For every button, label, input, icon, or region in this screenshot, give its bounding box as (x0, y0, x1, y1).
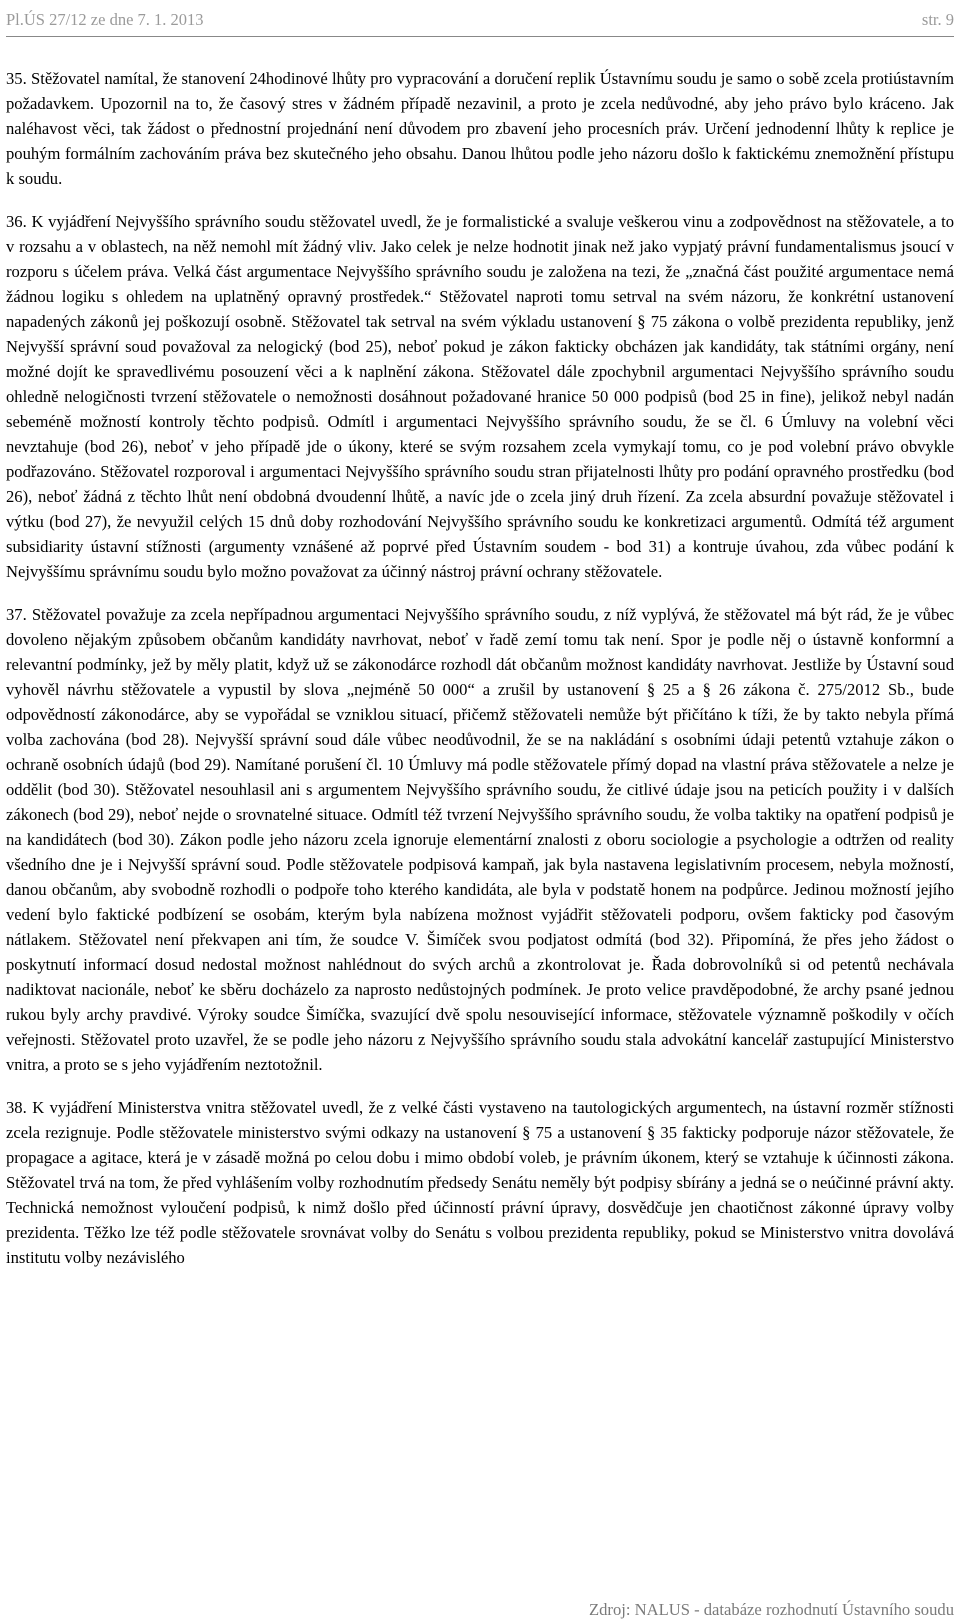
page-header (6, 6, 954, 37)
paragraph-36: 36. K vyjádření Nejvyššího správního soudu stěžovatel uvedl, že je formalistické a svaluje veškerou vinu a zodpovědnost na stěžovatele, a to v rozsahu a v oblastech, na něž nemohl mít žádný vliv. Jako celek je nelze hodnotit jinak než jako vypjatý právní fundamentalismus jsoucí v rozporu s účelem práva. Velká část argumentace Nejvyššího správního soudu je založena na tezi, že „značná část použité argumentace nemá žádnou logiku s ohledem na uplatněný opravný prostředek.“ Stěžovatel naproti tomu setrval na svém názoru, že konkrétní ustanovení napadených zákonů jej poškozují osobně. Stěžovatel tak setrval na svém výkladu ustanovení § 75 zákona o volbě prezidenta republiky, jenž Nejvyšší správní soud považoval za nelogický (bod 25), neboť pokud je zákon fakticky obcházen jak kandidáty, tak státními orgány, není možné dojít ke spravedlivému posouzení věci a k naplnění zákona. Stěžovatel dále zpochybnil argumentaci Nejvyššího správního soudu ohledně nelogičnosti tvrzení stěžovatele o nemožnosti dosáhnout požadované hranice 50 000 podpisů (bod 25 in fine), jelikož nebyl nadán sebeméně možností kontroly těchto podpisů. Odmítl i argumentaci Nejvyššího správního soudu, že se čl. 6 Úmluvy na volební věci nevztahuje (bod 26), neboť v jeho případě jde o úkony, které se svým rozsahem zcela vymykají tomu, co je pod volební právo obvykle podřazováno. Stěžovatel rozporoval i argumentaci Nejvyššího správního soudu stran přijatelnosti lhůty pro podání opravného prostředku (bod 26), neboť žádná z těchto lhůt není obdobná dvoudenní lhůtě, a navíc jde o zcela jiný druh řízení. Za zcela absurdní považuje stěžovatel i výtku (bod 27), že nevyužil celých 15 dnů doby rozhodování Nejvyššího správního soudu ke konkretizaci argumentů. Odmítá též argument subsidiarity ústavní stížnosti (argumenty vznášené až poprvé před Ústavním soudem - bod 31) a kontruje úvahou, zda vůbec podání k Nejvyššímu správnímu soudu bylo možno považovat za účinný nástroj právní ochrany stěžovatele. (6, 212, 954, 581)
paragraph-35: 35. Stěžovatel namítal, že stanovení 24hodinové lhůty pro vypracování a doručení replik Ústavnímu soudu je samo o sobě zcela protiústavním požadavkem. Upozornil na to, že časový stres v žádném případě nezavinil, a proto je zcela nedůvodné, aby jeho právo bylo kráceno. Jak naléhavost věci, tak žádost o přednostní projednání není důvodem pro zbavení jeho procesních práv. Určení jednodenní lhůty k replice je pouhým formálním zachováním práva bez skutečného jeho obsahu. Danou lhůtou podle jeho názoru došlo k faktickému znemožnění přístupu k soudu. (6, 69, 954, 188)
document-body (6, 66, 954, 1288)
document-reference: Pl.ÚS 27/12 ze dne 7. 1. 2013 (6, 10, 204, 29)
page-number: str. 9 (921, 10, 954, 29)
paragraph-38: 38. K vyjádření Ministerstva vnitra stěžovatel uvedl, že z velké části vystaveno na tautologických argumentech, na ústavní rozměr stížnosti zcela rezignuje. Podle stěžovatele ministerstvo svými odkazy na ustanovení § 75 a ustanovení § 35 fakticky podporuje názor stěžovatele, že propagace a agitace, která je v zásadě možná po celou dobu i mimo období voleb, je právním úkonem, který se vztahuje k účinnosti zákona. Stěžovatel trvá na tom, že před vyhlášením volby rozhodnutím předsedy Senátu neměly být podpisy sbírány a jedná se o neúčinné právní akty. Technická nemožnost vyloučení podpisů, k nimž došlo před účinností právní úpravy, dosvědčuje jen chaotičnost zákonné úpravy volby prezidenta. Těžko lze též podle stěžovatele srovnávat volby do Senátu s volbou prezidenta republiky, pokud se Ministerstvo vnitra dovolává institutu volby nezávislého (6, 1098, 954, 1267)
paragraph-37: 37. Stěžovatel považuje za zcela nepřípadnou argumentaci Nejvyššího správního soudu, z níž vyplývá, že stěžovatel má být rád, že je vůbec dovoleno nějakým způsobem občanům kandidáty navrhovat, neboť v řadě zemí tomu tak není. Spor je podle něj o ústavně konformní a relevantní podmínky, jež by měly platit, když už se zákonodárce rozhodl dát občanům možnost kandidáty navrhovat. Jestliže by Ústavní soud vyhověl návrhu stěžovatele a vypustil by slova „nejméně 50 000“ a zrušil by ustanovení § 25 a § 26 zákona č. 275/2012 Sb., bude odpovědností zákonodárce, aby se vypořádal se vzniklou situací, přičemž stěžovateli nemůže být přičítáno k tíži, že by takto nebyla přímá volba zachována (bod 28). Nejvyšší správní soud dále vůbec neodůvodnil, že se na nakládání s osobními údaji petentů vztahuje zákon o ochraně osobních údajů (bod 29). Namítané porušení čl. 10 Úmluvy má podle stěžovatele přímý dopad na vlastní práva stěžovatele a nelze je oddělit (bod 30). Stěžovatel nesouhlasil ani s argumentem Nejvyššího správního soudu, že citlivé údaje jsou na peticích použity i v dalších zákonech (bod 29), neboť nejde o srovnatelné situace. Odmítl též tvrzení Nejvyššího správního soudu, že volba taktiky na opatření podpisů je na kandidátech (bod 30). Zákon podle jeho názoru zcela ignoruje elementární znalosti z oboru sociologie a psychologie a odtržen od reality všedního dne je i Nejvyšší správní soud. Podle stěžovatele podpisová kampaň, jak byla nastavena legislativním procesem, nebyla možností, danou občanům, aby svobodně rozhodli o podpoře toho kterého kandidáta, ale byla v podstatě honem na podpůrce. Jedinou možností jejího vedení bylo faktické podbízení se osobám, kterým byla nabízena možnost vyjádřit stěžovateli podporu, ovšem fakticky pod časovým nátlakem. Stěžovatel není překvapen ani tím, že soudce V. Šimíček svou podjatost odmítá (bod 32). Připomíná, že přes jeho žádost o poskytnutí informací dosud nedostal možnost nahlédnout do svých archů a zkontrolovat je. Řada dobrovolníků si od petentů nechávala nadiktovat nacionále, neboť ke sběru docházelo za naprosto nedůstojných podmínek. Je proto velice pravděpodobné, že archy psané jednou rukou byly archy pravdivé. Výroky soudce Šimíčka, svazující dvě spolu nesouvisející informace, stěžovatele významně poškodily v očích veřejnosti. Stěžovatel proto uzavřel, že se podle jeho názoru z Nejvyššího správního soudu stala advokátní kancelář zastupující Ministerstvo vnitra, a proto se s jeho vyjádřením neztotožnil. (6, 605, 954, 1074)
page-footer: Zdroj: NALUS - databáze rozhodnutí Ústavního soudu (589, 1600, 954, 1619)
